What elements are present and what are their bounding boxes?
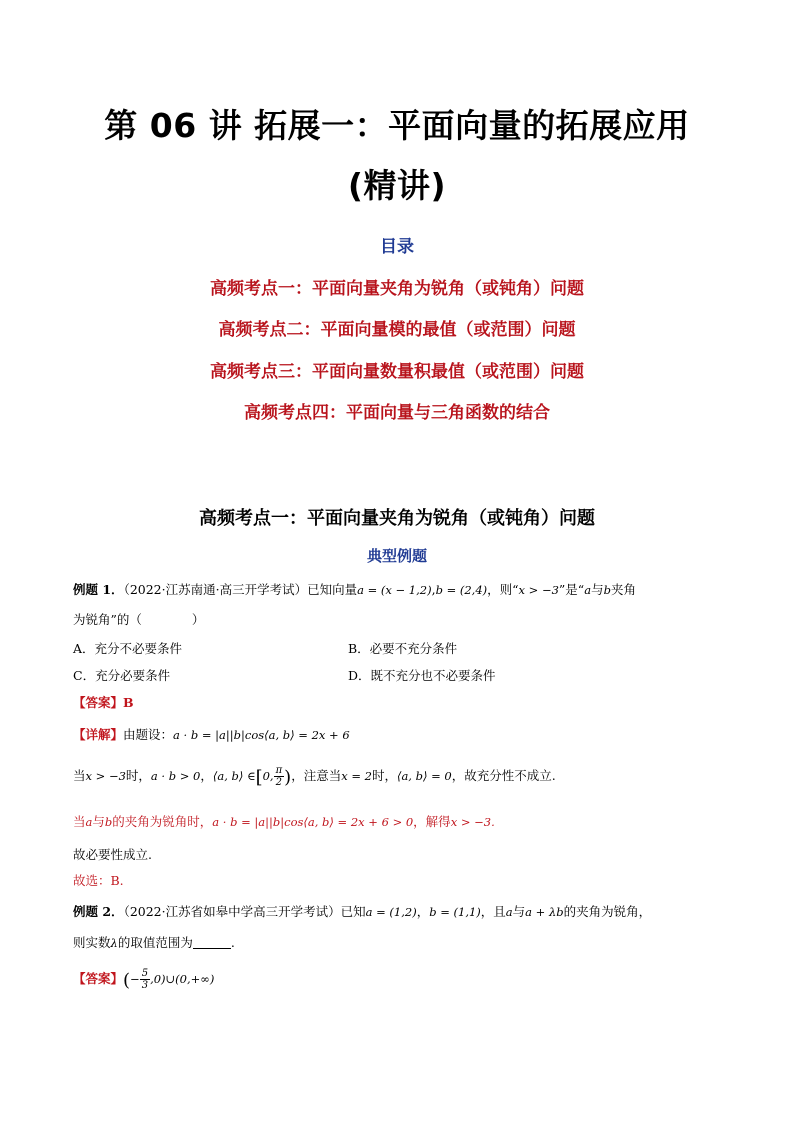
formula: x > −3 [85, 769, 126, 783]
option-d: D．既不充分也不必要条件 [348, 668, 496, 683]
text: 与 [512, 904, 526, 919]
page-subtitle: (精讲) [347, 166, 447, 205]
lambda: λ [110, 936, 118, 950]
condition: x > −3 [518, 583, 559, 597]
toc-item-4[interactable]: 高频考点四：平面向量与三角函数的结合 [244, 403, 550, 423]
vector-a: a [584, 583, 592, 597]
example1-label: 例题 1． [73, 582, 124, 597]
formula: a · b = |a||b|cos⟨a, b⟩ = 2x + 6 > 0 [212, 815, 414, 829]
example2-line2 [73, 933, 235, 951]
example1-detail [73, 725, 350, 743]
text: 与 [92, 814, 105, 829]
vector-a-def: a = (1,2) [365, 905, 417, 919]
text: ， [200, 768, 213, 783]
text: 时， [371, 768, 397, 783]
text: 当 [73, 768, 86, 783]
formula: ⟨a, b⟩ = 0 [396, 769, 452, 783]
vector-b-def: b = (1,1) [429, 905, 481, 919]
formula: a + λb [525, 905, 564, 919]
toc-item-1[interactable]: 高频考点一：平面向量夹角为锐角（或钝角）问题 [210, 279, 584, 299]
toc-heading: 目录 [380, 237, 414, 257]
answer-label: 【答案】 [73, 971, 124, 986]
example1-red-line [73, 812, 495, 830]
example1-choose: 故选：B. [73, 873, 124, 888]
formula: x = 2 [341, 769, 372, 783]
vector-b: b [603, 583, 611, 597]
fraction: $\frac{5}{3}$ [141, 968, 149, 991]
text: 由题设： [123, 727, 174, 742]
text: 的夹角为锐角时， [112, 814, 213, 829]
vector-b-def: b = (2,4) [435, 583, 488, 597]
formula: a · b > 0 [150, 769, 201, 783]
option-c: C．充分必要条件 [73, 668, 171, 683]
option-a: A．充分不必要条件 [73, 641, 183, 656]
formula: ⟨a, b⟩ ∈ [212, 769, 256, 783]
formula: x > −3. [450, 815, 495, 829]
text: 的取值范围为 [117, 935, 193, 950]
vector-a: a [505, 905, 513, 919]
example1-line2: 为锐角”的（ ） [73, 612, 205, 627]
formula: a · b = |a||b|cos⟨a, b⟩ = 2x + 6 [173, 728, 350, 742]
text: ，解得 [413, 814, 451, 829]
example1-source: （2022·江苏南通·高三开学考试）已知向量 [123, 582, 358, 597]
section-subheading: 典型例题 [366, 547, 427, 565]
example1-conclude: 故必要性成立. [73, 847, 152, 862]
text: 夹角 [610, 582, 636, 597]
example2-line1 [73, 902, 651, 920]
answer-blank[interactable] [193, 936, 231, 949]
example1-answer [73, 693, 134, 711]
example1-reason-line: 当x > −3时，a · b > 0，⟨a, b⟩ ∈[0, $\frac{\pi}{2}$ )，注意当x = 2时，⟨a, b⟩ = 0，故充分性不成立. [73, 765, 556, 788]
detail-label: 【详解】 [73, 727, 124, 742]
text: ，注意当 [291, 768, 342, 783]
answer-value: B [123, 695, 134, 710]
text: . [230, 935, 235, 950]
formula: ,0)∪(0,+∞) [150, 972, 215, 986]
text: 则实数 [73, 935, 111, 950]
answer-label: 【答案】 [73, 695, 124, 710]
example2-answer: 【答案】(− $\frac{5}{3}$ ,0)∪(0,+∞) [73, 968, 215, 991]
text: ”是“ [558, 582, 585, 597]
text: 的夹角为锐角， [563, 904, 652, 919]
text: 时， [125, 768, 151, 783]
page-title: 第 06 讲 拓展一：平面向量的拓展应用 [104, 106, 690, 145]
text: ， [416, 904, 430, 919]
text: ，故充分性不成立. [451, 768, 556, 783]
example2-label: 例题 2． [73, 904, 124, 919]
example2-source: （2022·江苏省如皋中学高三开学考试）已知 [123, 904, 366, 919]
option-b: B．必要不充分条件 [348, 641, 458, 656]
section-heading: 高频考点一：平面向量夹角为锐角（或钝角）问题 [199, 508, 595, 529]
toc-item-3[interactable]: 高频考点三：平面向量数量积最值（或范围）问题 [210, 362, 584, 382]
vector-a-def: a = (x − 1,2) [357, 583, 432, 597]
text: ，且 [480, 904, 506, 919]
vector-a: a [85, 815, 93, 829]
text: 与 [591, 582, 604, 597]
text: 当 [73, 814, 86, 829]
vector-b: b [104, 815, 113, 829]
toc-item-2[interactable]: 高频考点二：平面向量模的最值（或范围）问题 [218, 320, 576, 340]
text: ，则“ [487, 582, 519, 597]
fraction: $\frac{\pi}{2}$ [275, 765, 283, 788]
example1-line1: 例题 1．（2022·江苏南通·高三开学考试）已知向量a = (x − 1,2),b = (2,4)，则“x > −3”是“a与b夹角 [73, 582, 636, 597]
